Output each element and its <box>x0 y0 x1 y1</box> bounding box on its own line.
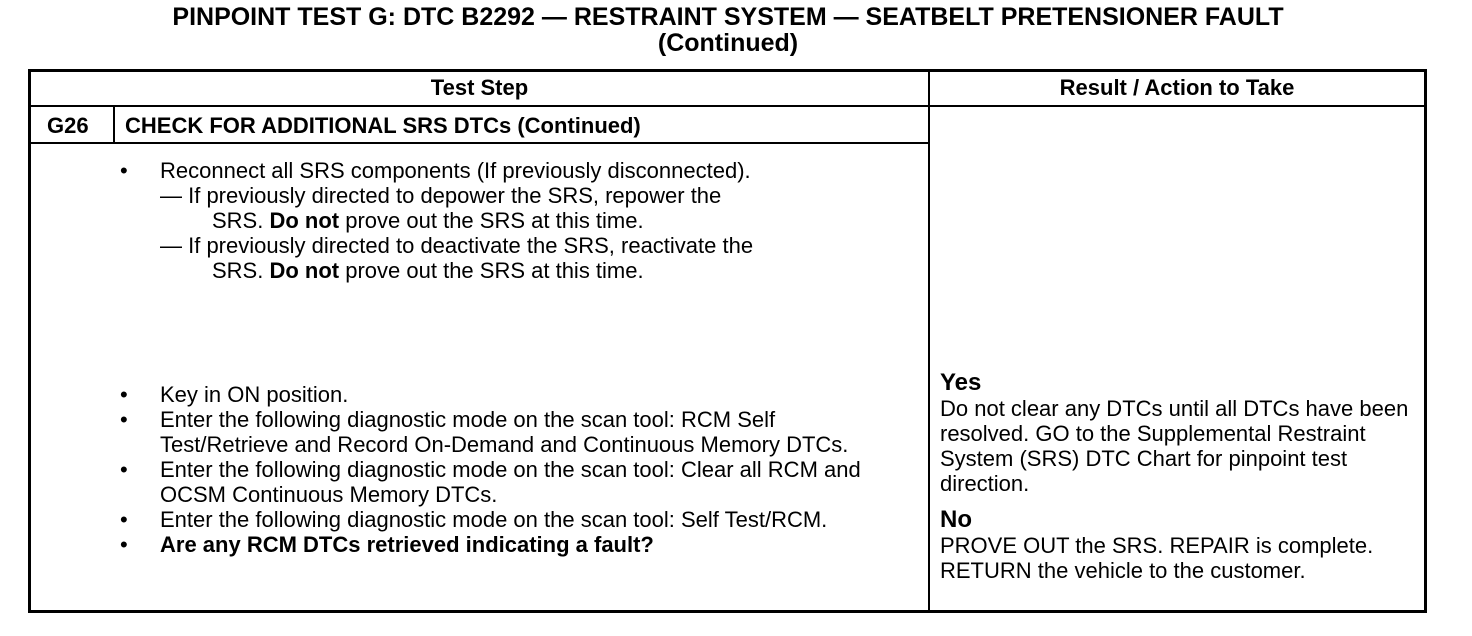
column-divider <box>928 72 930 610</box>
sub-item-text-post: prove out the SRS at this time. <box>339 208 644 233</box>
list-item-question <box>120 532 890 557</box>
sub-item-text-post: prove out the SRS at this time. <box>339 258 644 283</box>
step-title-divider <box>31 142 928 144</box>
bullet-icon: • <box>120 507 128 532</box>
list-item-text: Key in ON position. <box>160 382 349 407</box>
bullet-icon: • <box>120 382 128 407</box>
bullet-icon: • <box>120 407 128 432</box>
sub-item-text-pre: SRS. <box>212 258 270 283</box>
step-title: CHECK FOR ADDITIONAL SRS DTCs (Continued) <box>125 113 641 138</box>
bullet-icon: • <box>120 158 128 183</box>
step-body-group-2 <box>120 382 890 557</box>
header-divider <box>31 105 1424 107</box>
sub-item <box>160 233 910 283</box>
list-item-text: Enter the following diagnostic mode on the scan tool: Self Test/RCM. <box>160 507 828 532</box>
sub-item-text-pre: SRS. <box>212 208 270 233</box>
sub-item-emphasis: Do not <box>269 208 340 233</box>
list-item-text: Enter the following diagnostic mode on the scan tool: RCM Self Test/Retrieve and Record On-Demand and Continuous Memory DTCs. <box>160 407 849 457</box>
list-item <box>120 407 890 457</box>
result-no-label: No <box>940 506 972 533</box>
result-yes-label: Yes <box>940 369 982 396</box>
list-item <box>120 382 890 407</box>
result-yes <box>940 370 1426 496</box>
result-yes-text: Do not clear any DTCs until all DTCs have been resolved. GO to the Supplemental Restraint System (SRS) DTC Chart for pinpoint test direction. <box>940 396 1409 496</box>
title-line-1: PINPOINT TEST G: DTC B2292 — RESTRAINT SYSTEM — SEATBELT PRETENSIONER FAULT <box>172 3 1284 31</box>
list-item-text: Reconnect all SRS components (If previously disconnected). <box>160 158 751 183</box>
header-result: Result / Action to Take <box>1059 75 1295 100</box>
result-no-text: PROVE OUT the SRS. REPAIR is complete. RETURN the vehicle to the customer. <box>940 533 1374 583</box>
title-line-2: (Continued) <box>657 29 799 57</box>
sub-item <box>160 183 910 233</box>
header-test-step: Test Step <box>430 75 529 100</box>
step-body-group-1 <box>120 158 910 283</box>
step-id: G26 <box>47 113 89 138</box>
sub-item-continued <box>187 258 910 283</box>
result-no <box>940 507 1426 583</box>
list-item <box>120 457 890 507</box>
list-item <box>120 158 910 183</box>
sub-item-emphasis: Do not <box>269 258 340 283</box>
sub-item-continued <box>187 208 910 233</box>
list-item <box>120 507 890 532</box>
page-title <box>0 4 1456 56</box>
bullet-icon: • <box>120 532 128 557</box>
question-text: Are any RCM DTCs retrieved indicating a fault? <box>160 532 654 557</box>
sub-item-text: — If previously directed to deactivate the SRS, reactivate the <box>160 233 754 258</box>
list-item-text: Enter the following diagnostic mode on the scan tool: Clear all RCM and OCSM Continuous Memory DTCs. <box>160 457 861 507</box>
sub-item-text: — If previously directed to depower the SRS, repower the <box>160 183 722 208</box>
step-id-divider <box>113 107 115 143</box>
bullet-icon: • <box>120 457 128 482</box>
